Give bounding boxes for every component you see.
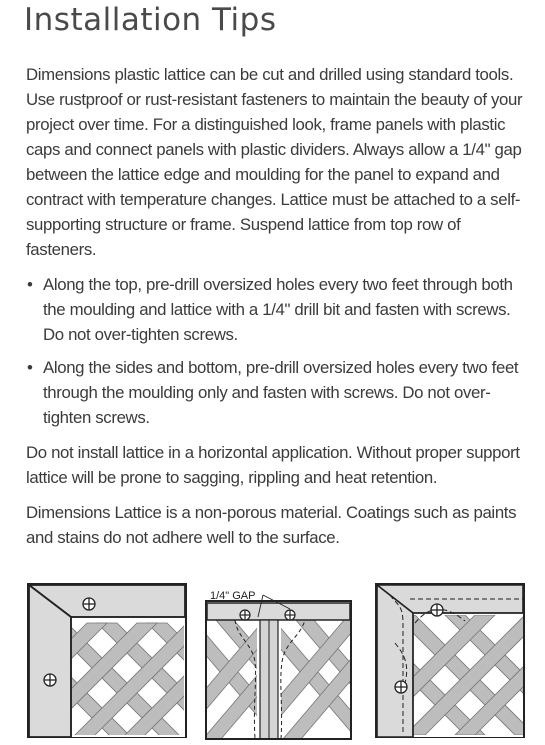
corner-dashed-diagram xyxy=(375,583,535,738)
page-title: Installation Tips xyxy=(24,2,277,38)
list-item xyxy=(26,272,534,347)
instructions-body xyxy=(26,62,534,560)
list-item xyxy=(26,355,534,430)
material-paragraph: Dimensions Lattice is a non-porous material. Coatings such as paints and stains do not adhere well to the surface. xyxy=(26,503,517,547)
bullet-text-sides: Along the sides and bottom, pre-drill oversized holes every two feet through the moulding only and fasten with screws. Do not over-tighten screws. xyxy=(43,358,519,427)
bullet-marker: • xyxy=(27,358,33,377)
corner-moulding-diagram xyxy=(27,583,187,738)
bullet-marker: • xyxy=(27,275,33,294)
intro-paragraph: Dimensions plastic lattice can be cut and drilled using standard tools. Use rustproof or rust-resistant fasteners to maintain the beauty of your project over time. For a distinguished look, frame panels with plastic caps and connect panels with plastic dividers. Always allow a 1/4" gap between the lattice edge and moulding for the panel to expand and contract with temperature changes. Lattice must be attached to a self-supporting structure or frame. Suspend lattice from top row of fasteners. xyxy=(26,65,523,259)
gap-label: 1/4" GAP xyxy=(210,590,256,602)
fastening-list xyxy=(26,272,534,430)
horizontal-warning-paragraph: Do not install lattice in a horizontal application. Without proper support lattice will be prone to sagging, rippling and heat retention. xyxy=(26,443,520,487)
divider-gap-diagram xyxy=(205,587,365,742)
bullet-text-top: Along the top, pre-drill oversized holes every two feet through both the moulding and lattice with a 1/4" drill bit and fasten with screws. Do not over-tighten screws. xyxy=(43,275,513,344)
